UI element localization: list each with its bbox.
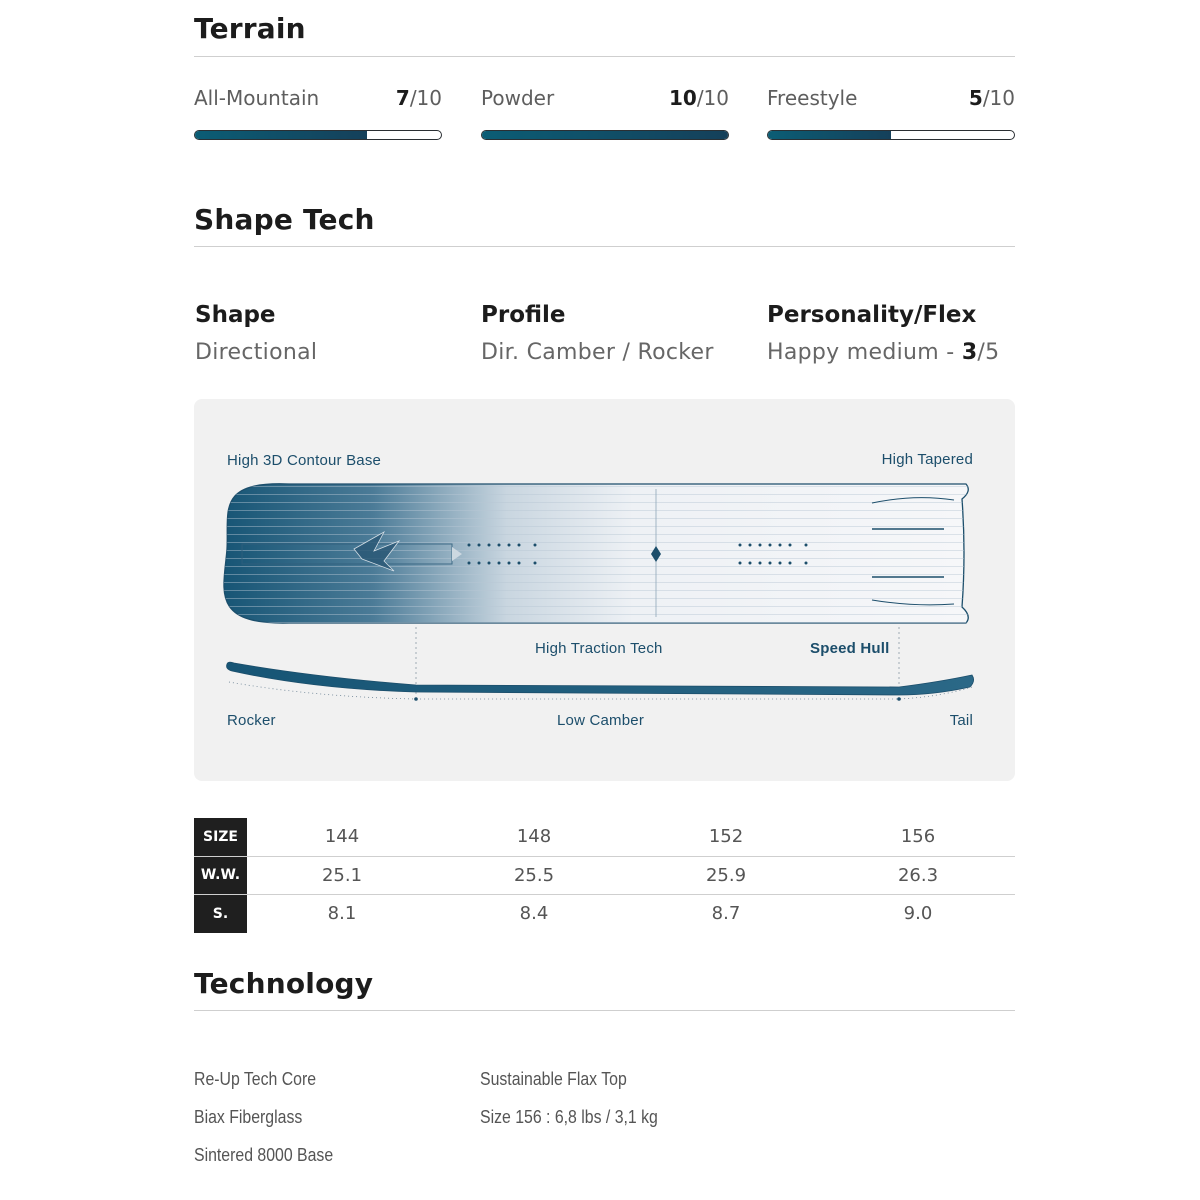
spec-personality-flex	[767, 302, 999, 365]
technology-title: Technology	[194, 967, 374, 1000]
table-cell: 8.7	[711, 903, 741, 925]
spec-value: Directional	[195, 340, 318, 365]
spec-profile	[481, 302, 714, 365]
label-low-camber: Low Camber	[557, 712, 645, 729]
terrain-label: All-Mountain	[194, 86, 320, 110]
board-side-profile	[227, 662, 974, 695]
label-high-traction-tech: High Traction Tech	[535, 640, 663, 657]
terrain-rating-all-mountain	[194, 86, 442, 146]
terrain-rating-powder	[481, 86, 729, 146]
table-cell: 9.0	[903, 903, 933, 925]
spec-shape	[195, 302, 317, 365]
technology-divider	[194, 1010, 1015, 1011]
label-high-3d-contour-base: High 3D Contour Base	[227, 452, 382, 469]
terrain-rating-freestyle	[767, 86, 1015, 146]
tech-item: Re-Up Tech Core	[194, 1069, 317, 1089]
board-diagram-panel	[194, 399, 1015, 781]
spec-value: Dir. Camber / Rocker	[481, 340, 714, 365]
rating-bar	[481, 130, 729, 140]
label-speed-hull: Speed Hull	[810, 640, 890, 657]
terrain-label: Freestyle	[767, 86, 858, 110]
spec-label: Personality/Flex	[767, 302, 977, 328]
size-table	[194, 818, 1015, 933]
terrain-score: 10/10	[668, 86, 729, 110]
terrain-score: 7/10	[395, 86, 442, 110]
table-row-size	[194, 818, 1015, 856]
tech-item: Size 156 : 6,8 lbs / 3,1 kg	[480, 1107, 658, 1127]
table-cell: 26.3	[897, 864, 939, 886]
terrain-divider	[194, 56, 1015, 57]
spec-label: Shape	[195, 302, 276, 328]
table-row-waist-width	[194, 856, 1015, 895]
spec-label: Profile	[481, 302, 566, 328]
label-rocker: Rocker	[227, 712, 276, 729]
table-cell: 8.4	[519, 903, 549, 925]
rating-bar-fill	[482, 131, 728, 139]
tech-item: Sintered 8000 Base	[194, 1145, 334, 1165]
rating-bar-fill	[195, 131, 367, 139]
row-header: SIZE	[194, 818, 247, 856]
rating-bar-fill	[768, 131, 891, 139]
table-cell: 25.1	[321, 864, 363, 886]
table-cell: 152	[708, 826, 744, 848]
table-cell: 156	[900, 826, 936, 848]
shape-tech-divider	[194, 246, 1015, 247]
tech-item: Biax Fiberglass	[194, 1107, 303, 1127]
label-high-tapered: High Tapered	[881, 451, 973, 468]
technology-list-left	[194, 1066, 352, 1180]
rating-bar	[194, 130, 442, 140]
shape-tech-title: Shape Tech	[194, 203, 375, 236]
label-tail: Tail	[949, 712, 973, 729]
table-cell: 8.1	[327, 903, 357, 925]
row-header: W.W.	[194, 857, 247, 895]
row-header: S.	[194, 895, 247, 933]
tech-item: Sustainable Flax Top	[480, 1069, 627, 1089]
table-cell: 148	[516, 826, 552, 848]
technology-list-right	[480, 1066, 682, 1142]
table-cell: 25.5	[513, 864, 555, 886]
spec-value: Happy medium - 3/5	[767, 340, 1000, 365]
table-cell: 25.9	[705, 864, 747, 886]
table-row-sidecut	[194, 894, 1015, 933]
terrain-score: 5/10	[968, 86, 1015, 110]
terrain-label: Powder	[481, 86, 555, 110]
rating-bar	[767, 130, 1015, 140]
table-cell: 144	[324, 826, 360, 848]
terrain-title: Terrain	[194, 12, 306, 45]
